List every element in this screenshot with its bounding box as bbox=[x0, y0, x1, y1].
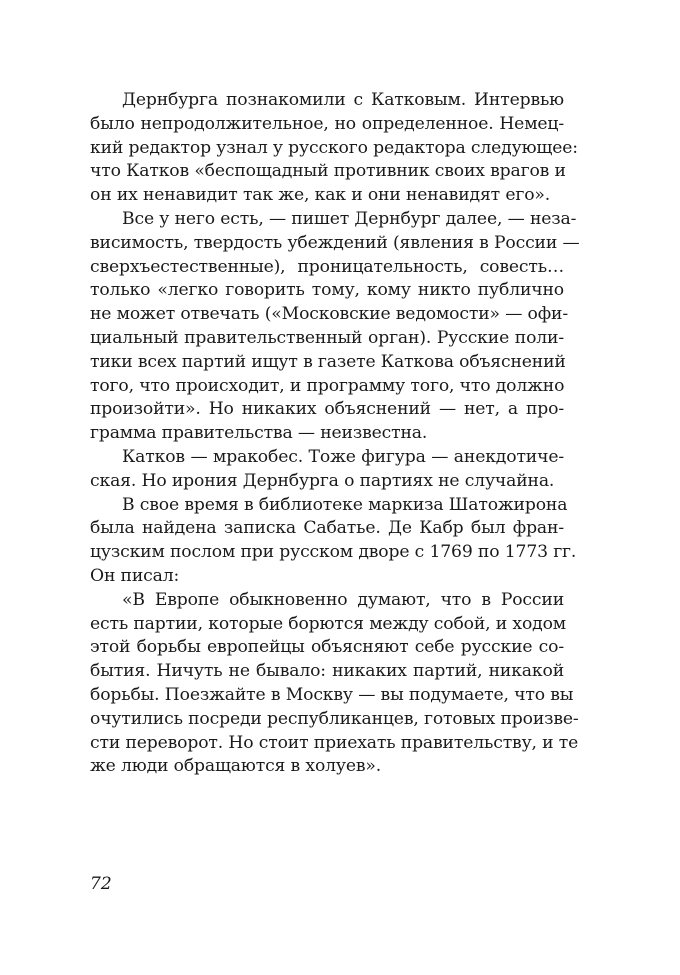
text-line: есть партии, которые борются между собой, и ходом bbox=[90, 613, 567, 634]
text-line: Он писал: bbox=[90, 565, 180, 586]
paragraph bbox=[90, 446, 564, 494]
text-line: этой борьбы европейцы объясняют себе русские со- bbox=[90, 637, 564, 658]
text-line: он их ненавидит так же, как и они ненавидят его». bbox=[90, 185, 551, 206]
text-line: цузским послом при русском дворе с 1769 по 1773 гг. bbox=[90, 542, 577, 563]
paragraph bbox=[90, 89, 578, 208]
paragraph bbox=[90, 494, 577, 589]
text-line: ская. Но ирония Дернбурга о партиях не случайна. bbox=[90, 470, 555, 491]
text-line: кий редактор узнал у русского редактора следующее: bbox=[90, 137, 578, 158]
text-line: грамма правительства — неизвестна. bbox=[90, 423, 428, 444]
text-line: Дернбурга познакомили с Катковым. Интервью bbox=[122, 90, 564, 110]
text-line: только «легко говорить тому, кому никто публично bbox=[90, 280, 564, 301]
text-line: была найдена записка Сабатье. Де Кабр был фран- bbox=[90, 518, 564, 539]
text-line: сти переворот. Но стоит приехать правительству, и те bbox=[90, 732, 579, 753]
body-text bbox=[90, 89, 580, 779]
text-line: того, что происходит, и программу того, что должно bbox=[90, 375, 565, 396]
text-line: Катков — мракобес. Тоже фигура — анекдотиче- bbox=[122, 446, 564, 467]
text-line: бытия. Ничуть не бывало: никаких партий, никакой bbox=[90, 661, 564, 682]
text-line: В свое время в библиотеке маркиза Шатожирона bbox=[122, 494, 568, 515]
text-line: Все у него есть, — пишет Дернбург далее, — неза- bbox=[122, 208, 577, 229]
text-line: тики всех партий ищут в газете Каткова объяснений bbox=[90, 351, 566, 372]
text-line: борьбы. Поезжайте в Москву — вы подумаете, что вы bbox=[90, 684, 574, 705]
text-line: циальный правительственный орган). Русские поли- bbox=[90, 327, 564, 348]
text-line: же люди обращаются в холуев». bbox=[90, 756, 382, 777]
text-line: сверхъестественные), проницательность, совесть… bbox=[90, 256, 564, 277]
text-line: было непродолжительное, но определенное. Немец- bbox=[90, 113, 564, 134]
text-line: «В Европе обыкновенно думают, что в России bbox=[122, 589, 564, 610]
text-line: не может отвечать («Московские ведомости» — офи- bbox=[90, 304, 569, 325]
page-number: 72 bbox=[90, 874, 112, 894]
text-line: очутились посреди республиканцев, готовых произве- bbox=[90, 708, 579, 729]
text-line: что Катков «беспощадный противник своих врагов и bbox=[90, 161, 566, 182]
paragraph bbox=[90, 208, 580, 446]
paragraph bbox=[90, 589, 579, 779]
text-line: висимость, твердость убеждений (явления в России — bbox=[90, 232, 580, 253]
text-line: произойти». Но никаких объяснений — нет, а про- bbox=[90, 399, 564, 420]
